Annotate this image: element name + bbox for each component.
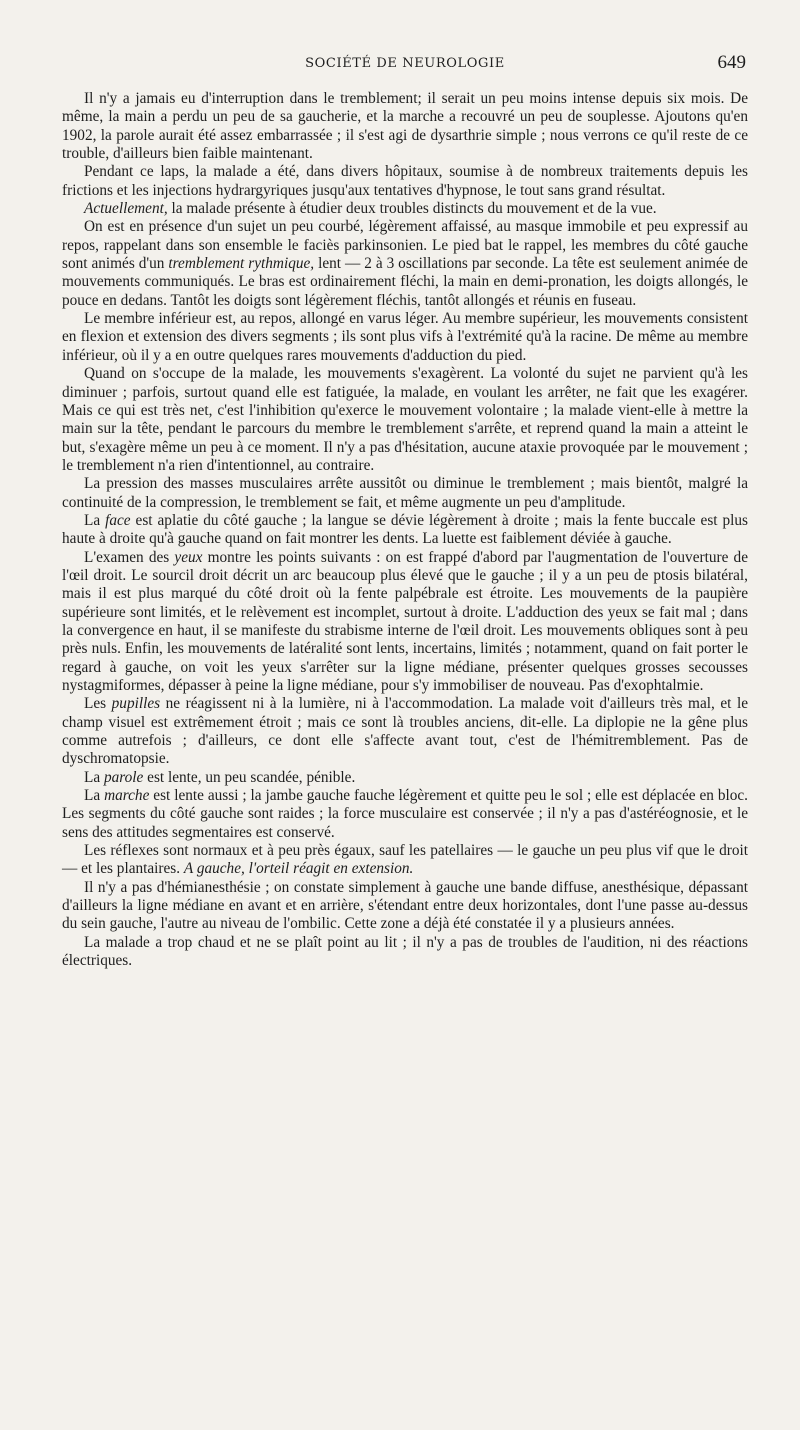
paragraph-eyes: L'examen des yeux montre les points suivants : on est frappé d'abord par l'augmentation de l'ouverture de l'œil droit. Le sourcil droit décrit un arc beaucoup plus élevé que le gauche ; il y a un peu de ptosis bilatéral, mais il est plus marqué du côté droit où la fente palpébrale est étroite. Les mouvements de la paupière supérieure sont limités, et le relèvement est incomplet, surtout à droite. L'adduction des yeux se fait mal ; dans la convergence en haut, il se manifeste du strabisme interne de l'œil droit. Les mouvements obliques sont à peu près nuls. Enfin, les mouvements de latéralité sont lents, incertains, limités ; notamment, quand on fait porter le regard à gauche, on voit les yeux s'arrêter sur la ligne médiane, présenter quelques grosses secousses nystagmiformes, dépasser à peine la ligne médiane, pour s'y immobiliser de nouveau. Pas d'exophtalmie. — [62, 548, 748, 694]
emphasis: A gauche, l'orteil réagit en extension. — [183, 860, 414, 878]
paragraph-tremor: On est en présence d'un sujet un peu courbé, légèrement affaissé, au masque immobile et peu expressif au repos, rappelant dans son ensemble le faciès parkinsonien. Le pied bat le rappel, les membres du côté gauche sont animés d'un tremblement rythmique, lent — 2 à 3 oscillations par seconde. La tête est seulement animée de mouvements communiqués. Le bras est ordinairement fléchi, la main en demi-pronation, les doigts allongés, le pouce en dedans. Tantôt les doigts sont légèrement fléchis, tantôt allongés et réunis en fuseau. — [62, 218, 748, 309]
emphasis: parole — [103, 768, 144, 786]
emphasis: yeux — [174, 548, 203, 566]
paragraph-lower-limb: Le membre inférieur est, au repos, allongé en varus léger. Au membre supérieur, les mouvements consistent en flexion et extension des divers segments ; ils sont plus vifs à l'extrémité qu'à la racine. De même au membre inférieur, où il y a en outre quelques rares mouvements d'adduction du pied. — [62, 310, 748, 364]
emphasis: tremblement rythmique, — [168, 255, 315, 273]
paragraph-face: La face est aplatie du côté gauche ; la langue se dévie légèrement à droite ; mais la fente buccale est plus haute à droite qu'à gauche quand on fait montrer les dents. La luette est faiblement déviée à gauche. — [62, 511, 748, 548]
paragraph-gait: La marche est lente aussi ; la jambe gauche fauche légèrement et quitte peu le sol ; elle est déplacée en bloc. Les segments du côté gauche sont raides ; la force musculaire est conservée ; il n'y a pas d'astéréognosie, et le sens des attitudes segmentaires est conservé. — [62, 787, 748, 841]
running-head: SOCIÉTÉ DE NEUROLOGIE — [305, 56, 505, 71]
paragraph-treatments: Pendant ce laps, la malade a été, dans divers hôpitaux, soumise à de nombreux traitements depuis les frictions et les injections hydrargyriques jusqu'aux tentatives d'hypnose, le tout sans grand résultat. — [62, 163, 748, 199]
emphasis: pupilles — [111, 695, 161, 713]
paragraph-actuellement: Actuellement, la malade présente à étudier deux troubles distincts du mouvement et de la vue. — [84, 200, 657, 218]
page-header — [62, 52, 748, 76]
paragraph-history: Il n'y a jamais eu d'interruption dans le tremblement; il serait un peu moins intense depuis six mois. De même, la main a perdu un peu de sa gaucherie, et la marche a recouvré un peu de souplesse. Ajoutons qu'en 1902, la parole aurait été assez embarrassée ; il s'est agi de dysarthrie simple ; nous verrons ce qu'il reste de ce trouble, d'ailleurs bien faible maintenant. — [62, 90, 748, 163]
paragraph-voluntary-movement: Quand on s'occupe de la malade, les mouvements s'exagèrent. La volonté du sujet ne parvient qu'à les diminuer ; parfois, surtout quand elle est fatiguée, la malade, en voulant les arrêter, ne fait que les exagérer. Mais ce qui est très net, c'est l'inhibition qu'exerce le mouvement volontaire ; la malade vient-elle à mettre la main sur la tête, pendant le parcours du membre le tremblement s'arrête, et reprend quand la main a atteint le but, s'exagère même un peu à ce moment. Il n'y a pas d'hésitation, aucune ataxie provoquée par le mouvement ; le tremblement n'a rien d'intentionnel, au contraire. — [62, 365, 748, 474]
paragraph-pressure: La pression des masses musculaires arrête aussitôt ou diminue le tremblement ; mais bientôt, malgré la continuité de la compression, le tremblement se fait, et même augmente un peu d'amplitude. — [62, 475, 748, 511]
paragraph-sensibility: Il n'y a pas d'hémianesthésie ; on constate simplement à gauche une bande diffuse, anesthésique, dépassant d'ailleurs la ligne médiane en avant et en arrière, s'étendant entre deux horizontales, dont l'une passe au-dessus du sein gauche, l'autre au niveau de l'ombilic. Cette zone a déjà été constatée il y a plusieurs années. — [62, 878, 748, 933]
paragraph-pupils: Les pupilles ne réagissent ni à la lumière, ni à l'accommodation. La malade voit d'ailleurs très mal, et le champ visuel est extrêmement étroit ; mais ce sont là troubles anciens, dit-elle. La diplopie ne la gêne plus comme autrefois ; d'ailleurs, ce dont elle s'affecte avant tout, c'est de l'hémitremblement. Pas de dyschromatopsie. — [62, 695, 748, 768]
page-number: 649 — [717, 52, 746, 73]
paragraph-reflexes: Les réflexes sont normaux et à peu près égaux, sauf les patellaires — le gauche un peu plus vif que le droit — et les plantaires. A gauche, l'orteil réagit en extension. — [62, 842, 748, 878]
emphasis: face — [105, 511, 131, 529]
paragraph-final: La malade a trop chaud et ne se plaît point au lit ; il n'y a pas de troubles de l'audition, ni des réactions électriques. — [62, 933, 748, 970]
lead-word: Actuellement, — [84, 200, 168, 218]
body-text — [62, 90, 748, 971]
emphasis: marche — [104, 787, 150, 805]
paragraph-speech: La parole est lente, un peu scandée, pénible. — [84, 768, 356, 786]
